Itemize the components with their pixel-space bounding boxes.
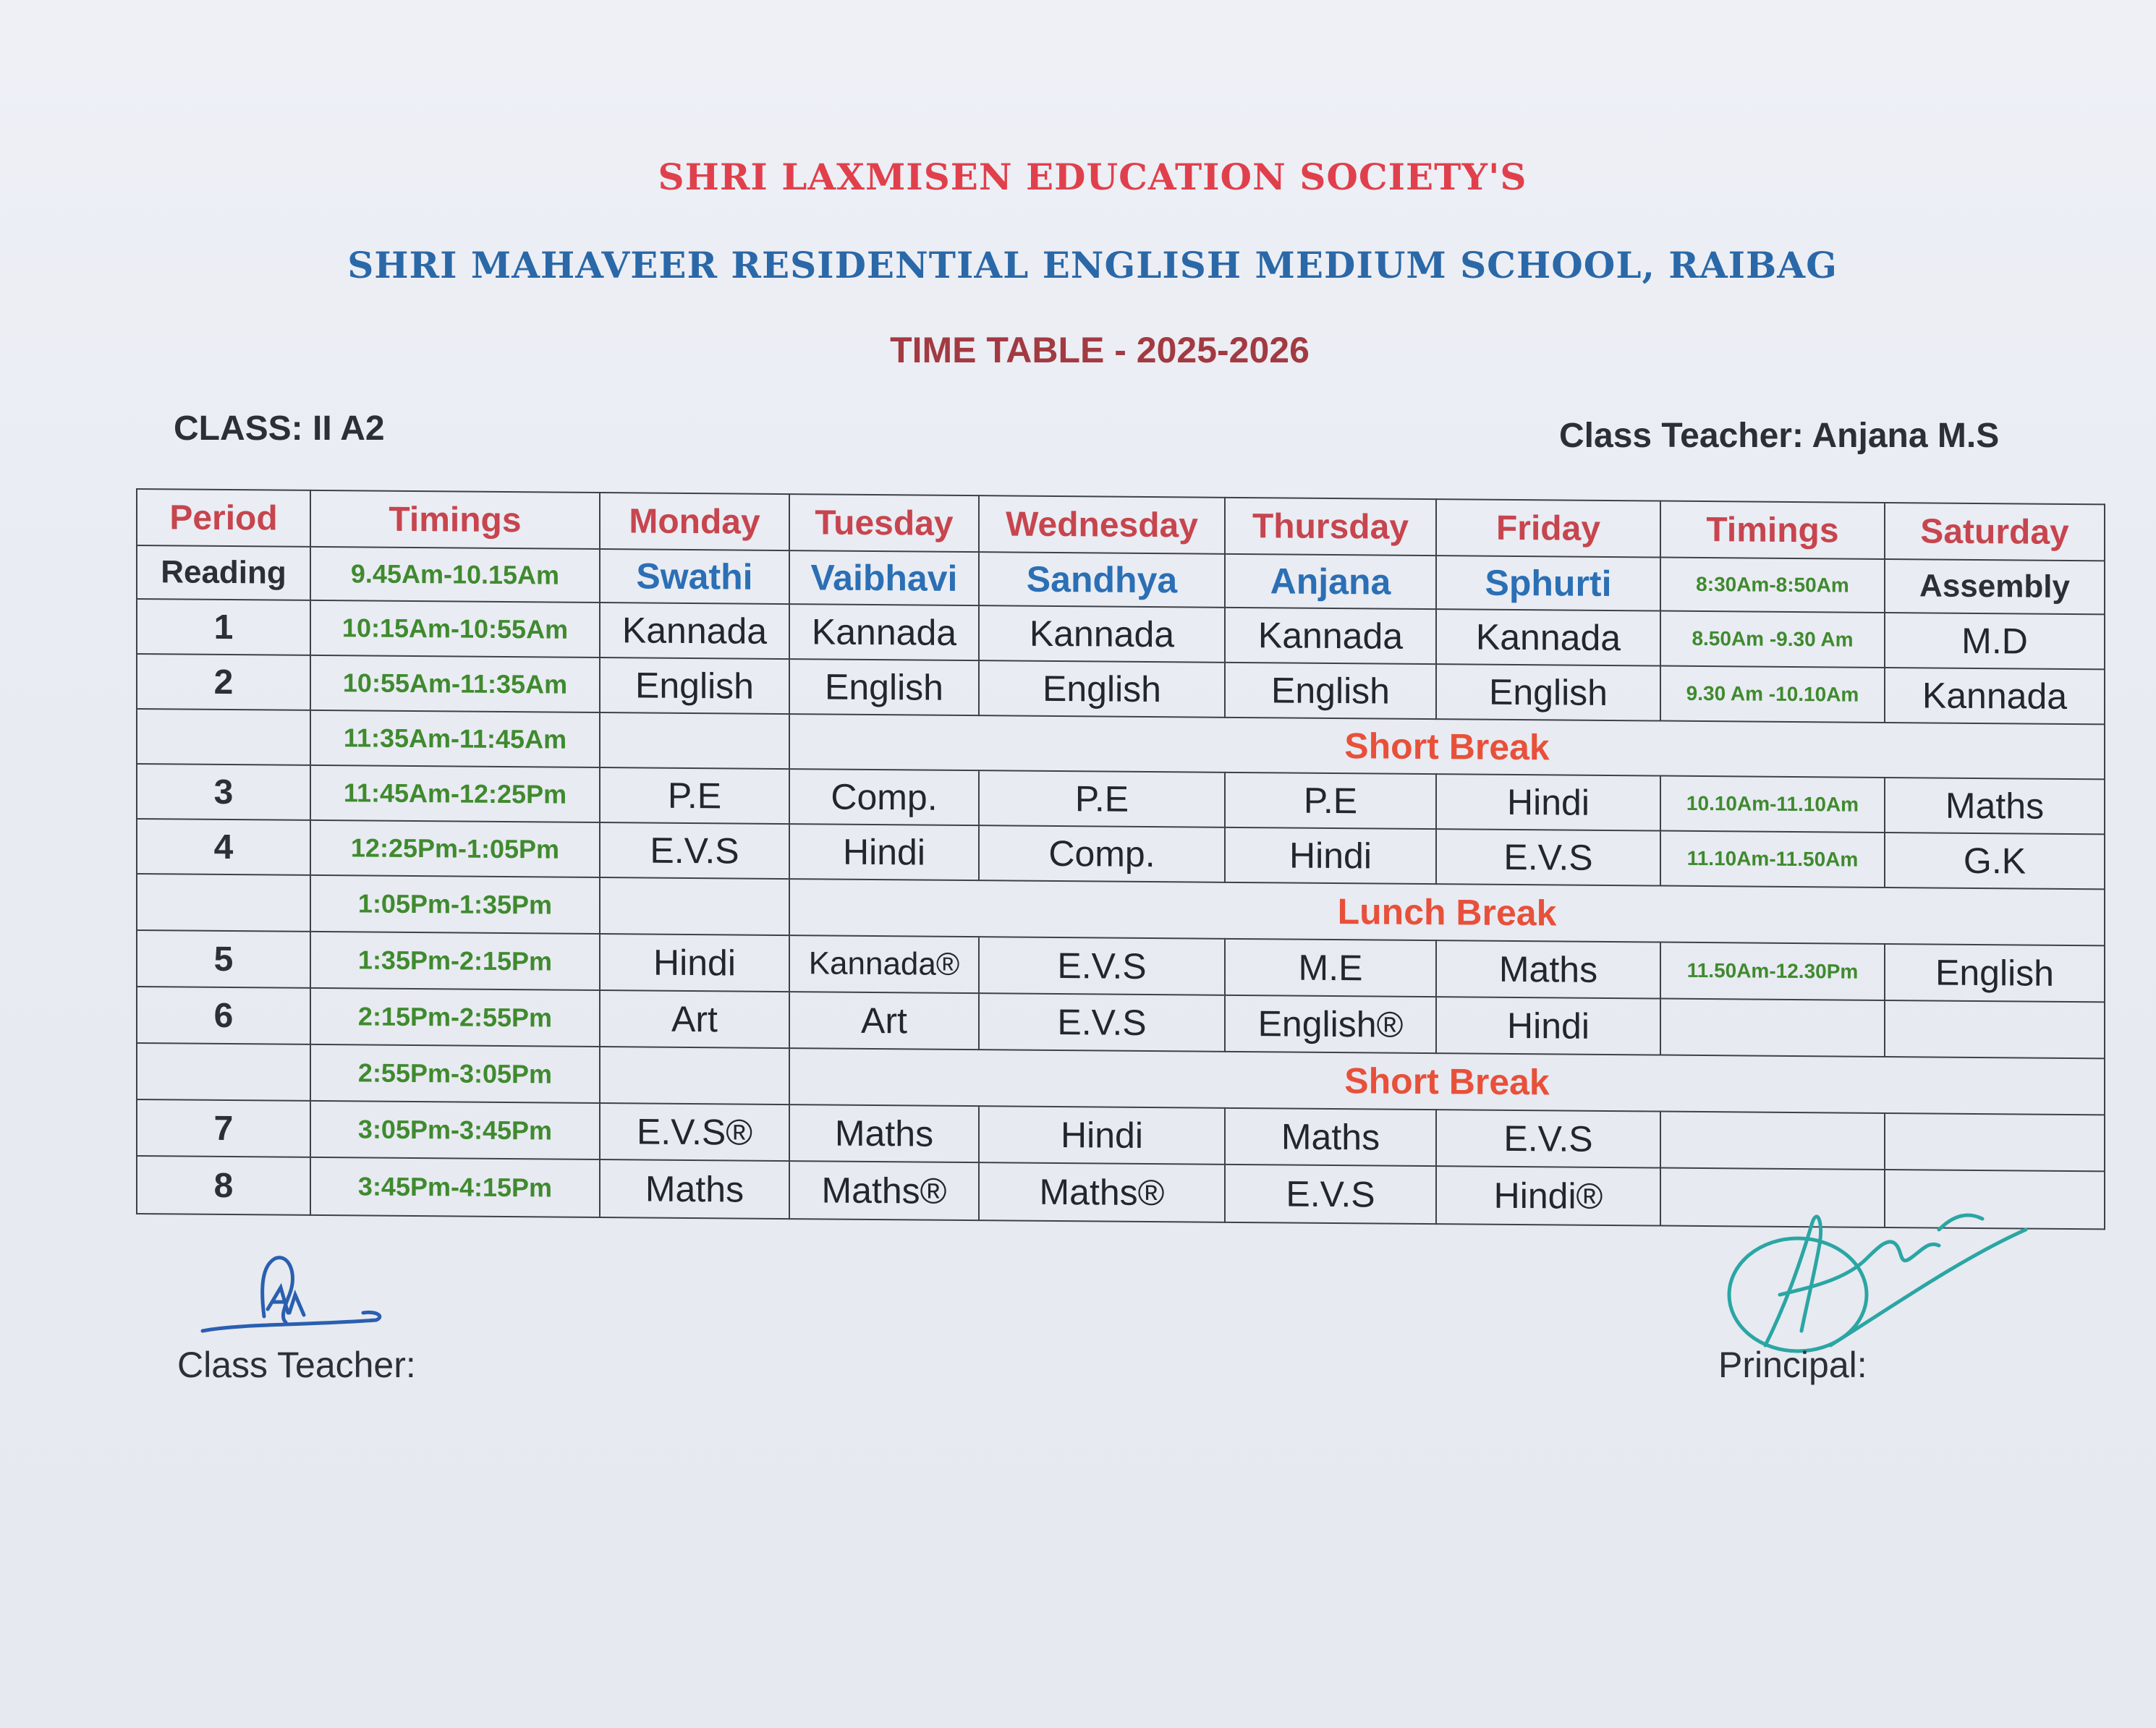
timing-cell: 9.45Am-10.15Am (310, 547, 600, 603)
subject-cell: E.V.S (979, 937, 1225, 995)
timing-cell: 10:55Am-11:35Am (310, 655, 600, 712)
subject-cell: Maths® (979, 1162, 1225, 1222)
timing-cell: 11:45Am-12:25Pm (310, 765, 600, 822)
subject-cell: Maths® (789, 1161, 979, 1220)
saturday-cell: G.K (1885, 833, 2105, 889)
subject-cell: P.E (1225, 773, 1436, 829)
teacher-cell: Vaibhavi (789, 550, 979, 605)
header-cell: Timings (1660, 501, 1885, 559)
period-cell: 7 (137, 1099, 310, 1157)
saturday-cell: Assembly (1885, 559, 2105, 614)
period-cell: Reading (137, 545, 310, 600)
subject-cell: Maths (600, 1159, 789, 1219)
subject-cell: English (600, 657, 789, 714)
subject-cell: Art (789, 992, 979, 1050)
timing-cell: 3:45Pm-4:15Pm (310, 1157, 600, 1217)
subject-cell: P.E (979, 770, 1225, 827)
timetable (136, 488, 2105, 1230)
subject-cell: Maths (789, 1105, 979, 1162)
teacher-cell: Sphurti (1436, 556, 1660, 610)
header-cell: Wednesday (979, 495, 1225, 554)
subject-cell: Hindi (1225, 827, 1436, 884)
saturday-timing-cell (1660, 1112, 1885, 1170)
timing-cell: 1:35Pm-2:15Pm (310, 932, 600, 990)
header-cell: Monday (600, 493, 789, 550)
subject-cell: E.V.S® (600, 1103, 789, 1161)
timing-cell: 12:25Pm-1:05Pm (310, 820, 600, 877)
subject-cell: Hindi (789, 824, 979, 880)
saturday-cell: Kannada (1885, 668, 2105, 724)
subject-cell: E.V.S (1436, 1110, 1660, 1167)
subject-cell: Maths (1436, 940, 1660, 998)
saturday-timing-cell: 11.50Am-12.30Pm (1660, 942, 1885, 1000)
subject-cell: Kannada (979, 605, 1225, 663)
break-label: Short Break (789, 714, 2105, 779)
subject-cell: Art (600, 990, 789, 1048)
subject-cell: Maths (1225, 1108, 1436, 1166)
subject-cell: Hindi® (1436, 1166, 1660, 1225)
header-cell: Friday (1436, 499, 1660, 557)
subject-cell: Kannada (600, 603, 789, 659)
subject-cell: Comp. (789, 769, 979, 825)
subject-cell: Kannada (1436, 609, 1660, 665)
period-cell: 1 (137, 599, 310, 655)
saturday-timing-cell: 8:30Am-8:50Am (1660, 558, 1885, 613)
subject-cell: E.V.S (600, 822, 789, 879)
subject-cell: Hindi (979, 1106, 1225, 1165)
subject-cell: English® (1225, 995, 1436, 1053)
header-cell: Thursday (1225, 498, 1436, 556)
class-teacher-signature (195, 1244, 383, 1345)
subject-cell: P.E (600, 767, 789, 824)
period-cell: 6 (137, 987, 310, 1044)
saturday-timing-cell: 9.30 Am -10.10Am (1660, 666, 1885, 723)
class-teacher-sign-label: Class Teacher: (177, 1345, 416, 1385)
subject-cell: English (1225, 663, 1436, 719)
period-cell: 8 (137, 1156, 310, 1215)
header-cell: Saturday (1885, 503, 2105, 561)
timing-cell: 11:35Am-11:45Am (310, 710, 600, 767)
subject-cell: Hindi (600, 934, 789, 992)
break-spacer-cell (600, 712, 789, 769)
period-cell (137, 709, 310, 765)
subject-cell: E.V.S (979, 993, 1225, 1052)
subject-cell: English (789, 659, 979, 715)
subject-cell: Hindi (1436, 774, 1660, 830)
subject-cell: Kannada (789, 604, 979, 660)
saturday-cell (1885, 1000, 2105, 1058)
subject-cell: E.V.S (1225, 1165, 1436, 1224)
class-teacher-label: Class Teacher: Anjana M.S (1559, 417, 2000, 455)
timing-cell: 1:05Pm-1:35Pm (310, 875, 600, 934)
period-cell: 5 (137, 930, 310, 988)
break-spacer-cell (600, 1047, 789, 1105)
school-name: SHRI MAHAVEER RESIDENTIAL ENGLISH MEDIUM SCHOOL, RAIBAG (347, 244, 1838, 286)
period-cell: 2 (137, 654, 310, 710)
timing-cell: 2:15Pm-2:55Pm (310, 988, 600, 1047)
header-cell: Tuesday (789, 494, 979, 552)
timing-cell: 3:05Pm-3:45Pm (310, 1101, 600, 1159)
period-cell (137, 874, 310, 932)
timing-cell: 10:15Am-10:55Am (310, 600, 600, 657)
break-label: Short Break (789, 1048, 2105, 1115)
saturday-timing-cell: 11.10Am-11.50Am (1660, 831, 1885, 888)
saturday-cell: M.D (1885, 613, 2105, 669)
society-name: SHRI LAXMISEN EDUCATION SOCIETY'S (658, 156, 1527, 198)
period-cell (137, 1043, 310, 1101)
principal-sign-label: Principal: (1718, 1345, 1867, 1385)
subject-cell: English (1436, 664, 1660, 720)
saturday-timing-cell: 10.10Am-11.10Am (1660, 776, 1885, 833)
saturday-cell: English (1885, 944, 2105, 1002)
teacher-cell: Sandhya (979, 552, 1225, 608)
period-cell: 3 (137, 764, 310, 820)
teacher-cell: Swathi (600, 549, 789, 604)
timetable-title: TIME TABLE - 2025-2026 (890, 330, 1310, 370)
subject-cell: E.V.S (1436, 829, 1660, 885)
saturday-cell (1885, 1113, 2105, 1171)
header-cell: Timings (310, 490, 600, 549)
class-label: CLASS: II A2 (174, 409, 385, 448)
subject-cell: Hindi (1436, 997, 1660, 1055)
timing-cell: 2:55Pm-3:05Pm (310, 1044, 600, 1103)
principal-signature (1722, 1179, 2040, 1367)
subject-cell: Comp. (979, 825, 1225, 882)
saturday-cell: Maths (1885, 778, 2105, 834)
saturday-timing-cell: 8.50Am -9.30 Am (1660, 611, 1885, 668)
break-label: Lunch Break (789, 879, 2105, 945)
subject-cell: English (979, 660, 1225, 718)
subject-cell: M.E (1225, 939, 1436, 997)
teacher-cell: Anjana (1225, 554, 1436, 609)
header-cell: Period (137, 489, 310, 547)
period-cell: 4 (137, 819, 310, 875)
subject-cell: Kannada (1225, 608, 1436, 664)
subject-cell: Kannada® (789, 935, 979, 993)
saturday-timing-cell (1660, 999, 1885, 1057)
break-spacer-cell (600, 877, 789, 935)
